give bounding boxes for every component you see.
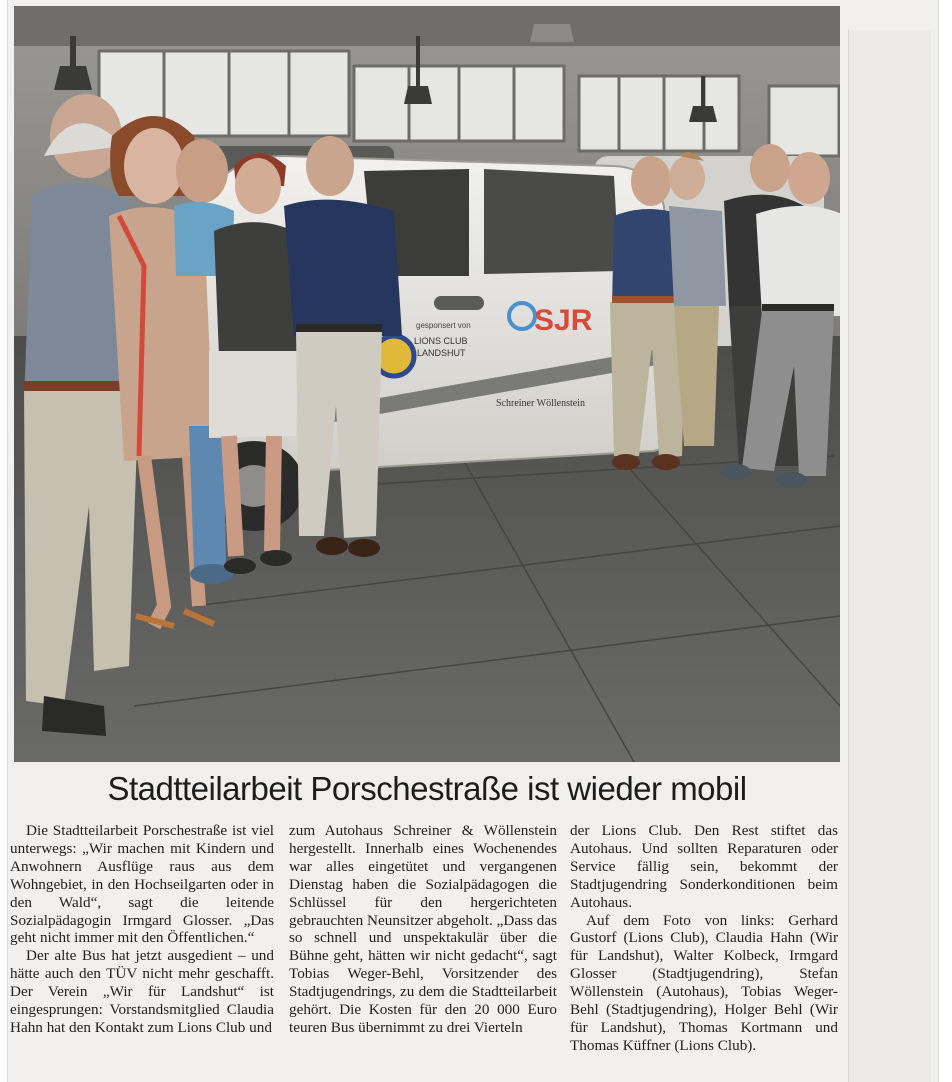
column-3-paragraph-1: der Lions Club. Den Rest stiftet das Autohaus. Und sollten Reparaturen oder Service fällig sein, bekommt der Stadtjugendring Sonderkonditionen beim Autohaus. [570,822,838,911]
article-headline: Stadtteilarbeit Porschestraße ist wieder mobil [107,770,747,807]
ceiling-beam [14,6,840,46]
van-sponsor: LIONS CLUB [414,336,468,346]
column-1-paragraph-1: Die Stadtteilarbeit Porschestraße ist viel unterwegs: „Wir machen mit Kindern und Anwohnern Ausflüge raus aus dem Wohngebiet, in den Hochseilgarten oder in den Wald“, sagt die leitende Sozialpädagogin Irmgard Glosser. „Das geht nicht immer mit den Öffentlichen.“ [10,822,274,947]
van-sticker-text: gesponsert von [416,321,471,330]
column-3-paragraph-2: Auf dem Foto von links: Gerhard Gustorf (Lions Club), Claudia Hahn (Wir für Landshut), Walter Kolbeck, Irmgard Glosser (Stadtjugendring), Stefan Wöllenstein (Autohaus), Tobias Weger-Behl (Stadtjugendring), Holger Behl (Wir für Landshut), Thomas Kortmann und Thomas Küffner (Lions Club). [570,911,838,1054]
photo-illustration [14,6,840,762]
article-column-3 [570,822,838,1055]
article-column-1 [10,822,274,1037]
van-logo: SJR [534,304,593,337]
article-column-2 [289,822,557,1037]
van-side-window [484,169,619,274]
van-sponsor-city: LANDSHUT [417,348,466,358]
adjacent-column-edge [848,30,931,1082]
group-photo [14,6,840,762]
van-dealer: Schreiner Wöllenstein [496,398,585,409]
column-2-paragraph-1: zum Autohaus Schreiner & Wöllenstein hergestellt. Innerhalb eines Wochenendes war alles eingetütet und vergangenen Dienstag haben die Sozialpädagogen die Schlüssel für den hergerichteten gebrauchten Neunsitzer abgeholt. „Dass das so schnell und unspektakulär über die Bühne geht, hätten wir nicht gedacht“, sagt Tobias Weger-Behl, Vorsitzender des Stadtjugendrings, zu dem die Stadtteilarbeit gehört. Die Kosten für den 20 000 Euro teuren Bus übernimmt zu drei Vierteln [289,822,557,1036]
column-1-paragraph-2: Der alte Bus hat jetzt ausgedient – und hätte auch den TÜV nicht mehr geschafft. Der Verein „Wir für Landshut“ ist eingesprungen: Vorstandsmitglied Claudia Hahn hat den Kontakt zum Lions Club und [10,947,274,1036]
door-handle [434,296,484,310]
